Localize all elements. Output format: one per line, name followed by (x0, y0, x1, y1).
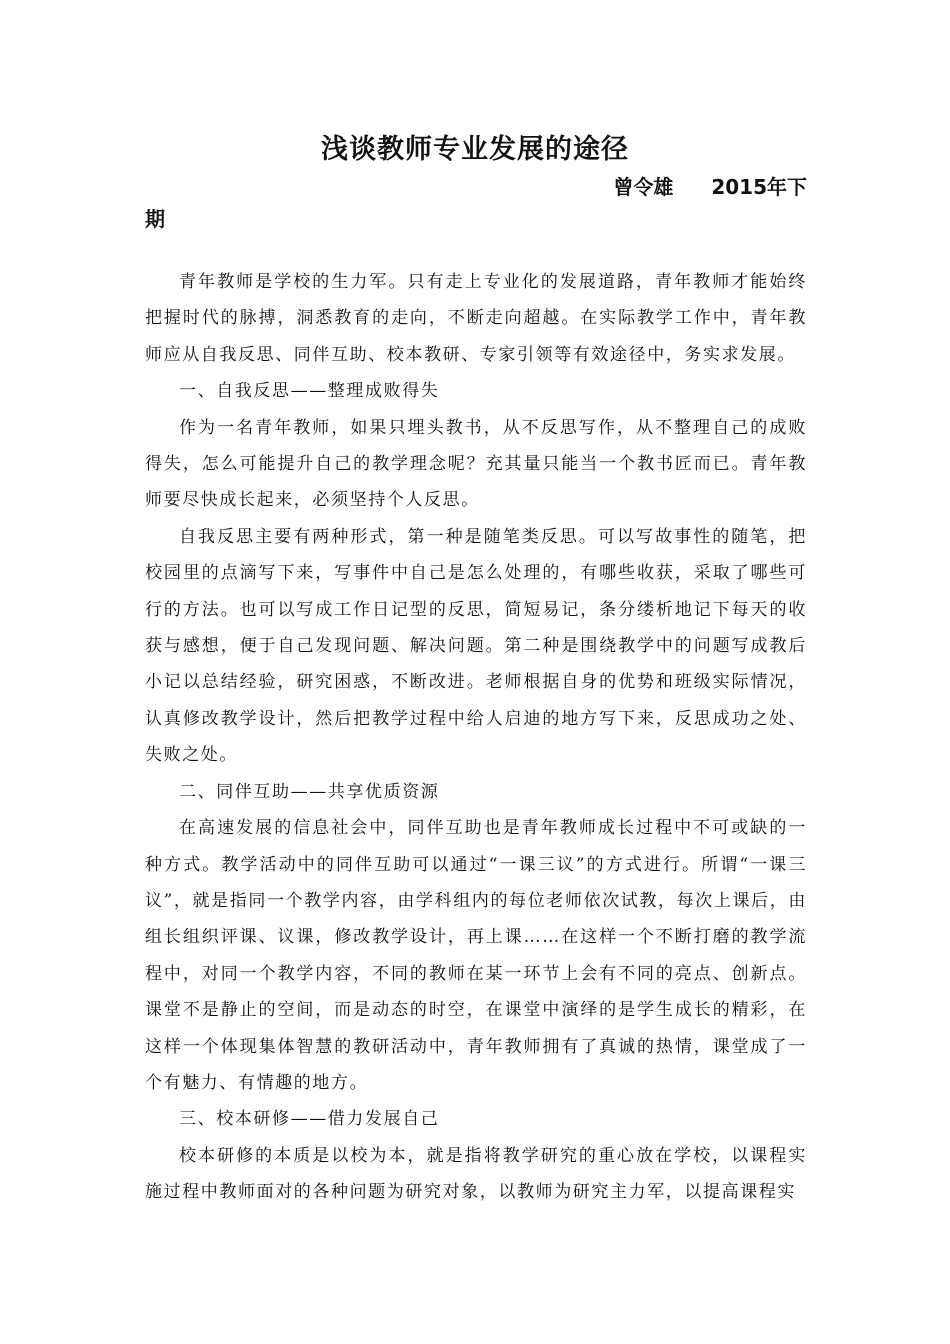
section-heading-1: 一、自我反思——整理成败得失 (179, 381, 440, 402)
section-heading-3: 三、校本研修——借力发展自己 (179, 1109, 440, 1130)
paragraph: 在高速发展的信息社会中，同伴互助也是青年教师成长过程中不可或缺的一种方式。教学活动中的同伴互助可以通过“一课三议”的方式进行。所谓“一课三议”，就是指同一个教学内容，由学科组内的每位老师依次试教，每次上课后，由组长组织评课、议课，修改教学设计，再上课……在这样一个不断打磨的教学流程中，对同一个教学内容，不同的教师在某一环节上会有不同的亮点、创新点。课堂不是静止的空间，而是动态的时空，在课堂中演绎的是学生成长的精彩，在这样一个体现集体智慧的教研活动中，青年教师拥有了真诚的热情，课堂成了一个有魅力、有情趣的地方。 (145, 818, 807, 1093)
paragraph: 自我反思主要有两种形式，第一种是随笔类反思。可以写故事性的随笔，把校园里的点滴写下来，写事件中自己是怎么处理的，有哪些收获，采取了哪些可行的方法。也可以写成工作日记型的反思，简短易记，条分缕析地记下每天的收获与感想，便于自己发现问题、解决问题。第二种是围绕教学中的问题写成教后小记以总结经验，研究困惑，不断改进。老师根据自身的优势和班级实际情况，认真修改教学设计，然后把教学过程中给人启迪的地方写下来，反思成功之处、失败之处。 (145, 526, 807, 766)
byline-first-line (145, 174, 807, 200)
author-name: 曾令雄 (613, 175, 674, 199)
paragraph-intro: 青年教师是学校的生力军。只有走上专业化的发展道路，青年教师才能始终把握时代的脉搏，洞悉教育的走向，不断走向超越。在实际教学工作中，青年教师应从自我反思、同伴互助、校本教研、专家引领等有效途径中，务实求发展。 (145, 272, 807, 365)
byline (145, 174, 807, 232)
paragraph: 作为一名青年教师，如果只埋头教书，从不反思写作，从不整理自己的成败得失，怎么可能提升自己的教学理念呢？充其量只能当一个教书匠而已。青年教师要尽快成长起来，必须坚持个人反思。 (145, 417, 807, 511)
date-text: 2015年下 (711, 175, 807, 199)
byline-second-line: 期 (145, 207, 165, 231)
document-title: 浅谈教师专业发展的途径 (321, 134, 629, 165)
section-heading-2: 二、同伴互助——共享优质资源 (179, 781, 440, 802)
document-body (145, 264, 807, 1211)
paragraph: 校本研修的本质是以校为本，就是指将教学研究的重心放在学校，以课程实施过程中教师面对的各种问题为研究对象，以教师为研究主力军，以提高课程实 (145, 1145, 807, 1203)
